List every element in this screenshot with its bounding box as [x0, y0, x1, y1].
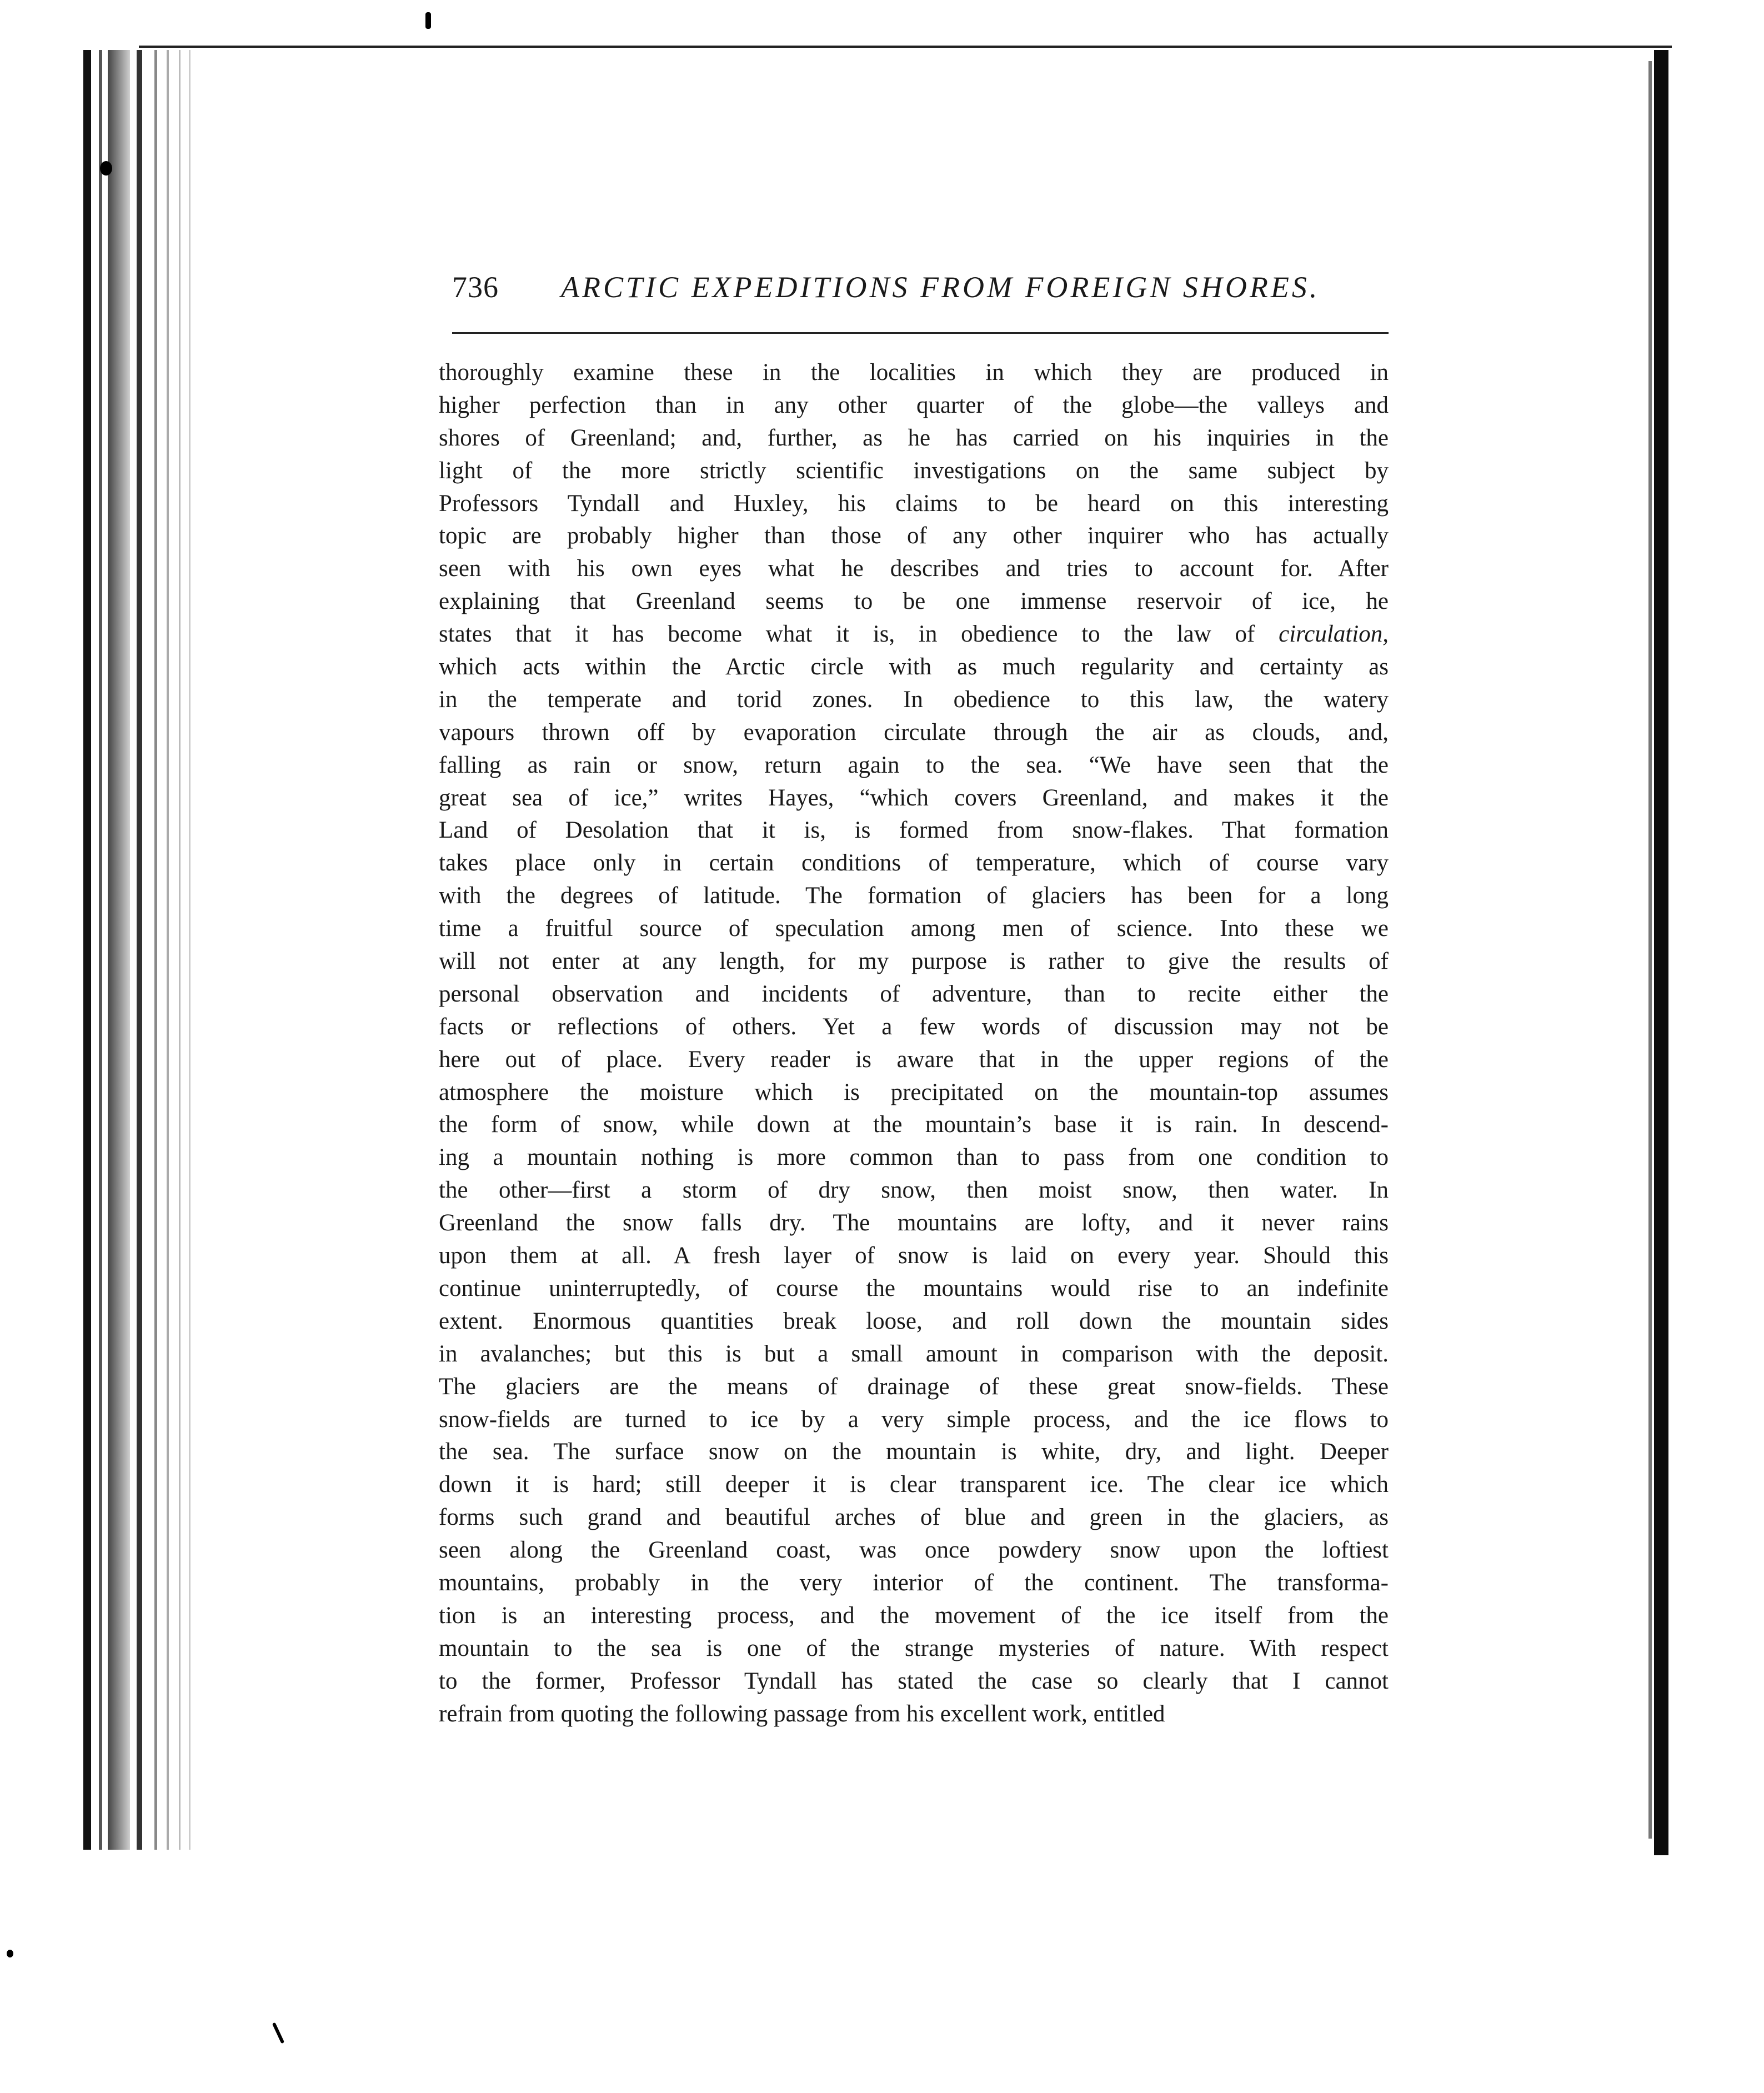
- text-line: snow-fields are turned to ice by a very simple process, and the ice flows to: [439, 1406, 1389, 1433]
- text-line: refrain from quoting the following passage from his excellent work, entitled: [439, 1700, 1165, 1727]
- text-line: mountain to the sea is one of the strange mysteries of nature. With respect: [439, 1635, 1389, 1661]
- text-line: The glaciers are the means of drainage of these great snow-fields. These: [439, 1373, 1389, 1400]
- text-line: the other—first a storm of dry snow, then moist snow, then water. In: [439, 1177, 1389, 1204]
- binding-line: [189, 50, 191, 1850]
- text-line: seen along the Greenland coast, was once powdery snow upon the loftiest: [439, 1537, 1389, 1564]
- text-line: continue uninterruptedly, of course the mountains would rise to an indefinite: [439, 1275, 1389, 1301]
- binding-shadow: [108, 50, 130, 1850]
- text-line: falling as rain or snow, return again to the sea. “We have seen that the: [439, 752, 1389, 778]
- text-line: upon them at all. A fresh layer of snow is laid on every year. Should this: [439, 1243, 1389, 1269]
- text-line: atmosphere the moisture which is precipitated on the mountain-top assumes: [439, 1079, 1389, 1105]
- scan-speck: [425, 12, 431, 29]
- text-line: Greenland the snow falls dry. The mountains are lofty, and it never rains: [439, 1210, 1389, 1236]
- book-page: [439, 267, 1389, 1727]
- text-line: personal observation and incidents of adventure, than to recite either the: [439, 980, 1389, 1007]
- scan-speck: [7, 1950, 13, 1957]
- text-line: here out of place. Every reader is aware that in the upper regions of the: [439, 1046, 1389, 1073]
- binding-line: [83, 50, 91, 1850]
- facing-page-edge: [1654, 50, 1668, 1855]
- header-rule: [452, 332, 1389, 334]
- page-number: 736: [452, 271, 499, 304]
- text-line: the sea. The surface snow on the mountain is white, dry, and light. Deeper: [439, 1439, 1389, 1465]
- binding-line: [167, 50, 169, 1850]
- book-binding-edge: [83, 50, 200, 1850]
- binding-line: [137, 50, 142, 1850]
- text-line: facts or reflections of others. Yet a few words of discussion may not be: [439, 1013, 1389, 1040]
- binding-line: [99, 50, 102, 1850]
- text-line: Professors Tyndall and Huxley, his claims to be heard on this interesting: [439, 490, 1389, 517]
- text-line: light of the more strictly scientific investigations on the same subject by: [439, 457, 1389, 484]
- scan-speck: [272, 2022, 284, 2044]
- text-line: explaining that Greenland seems to be one immense reservoir of ice, he: [439, 588, 1389, 615]
- text-line: to the former, Professor Tyndall has stated the case so clearly that I cannot: [439, 1668, 1389, 1694]
- text-line: in the temperate and torid zones. In obedience to this law, the watery: [439, 686, 1389, 713]
- binding-line: [154, 50, 157, 1850]
- text-line: down it is hard; still deeper it is clear transparent ice. The clear ice which: [439, 1471, 1389, 1498]
- book-top-edge: [139, 46, 1672, 48]
- body-text: [439, 357, 1389, 1730]
- text-line: time a fruitful source of speculation among men of science. Into these we: [439, 915, 1389, 942]
- text-line: in avalanches; but this is but a small amount in comparison with the deposit.: [439, 1340, 1389, 1367]
- text-line: higher perfection than in any other quarter of the globe—the valleys and: [439, 392, 1389, 418]
- running-head: ARCTIC EXPEDITIONS FROM FOREIGN SHORES.: [561, 271, 1320, 304]
- text-line: topic are probably higher than those of any other inquirer who has actually: [439, 523, 1389, 549]
- text-line: extent. Enormous quantities break loose, and roll down the mountain sides: [439, 1308, 1389, 1334]
- text-line: Land of Desolation that it is, is formed from snow-flakes. That formation: [439, 817, 1389, 844]
- facing-page-edge-shadow: [1648, 61, 1652, 1839]
- text-line: tion is an interesting process, and the movement of the ice itself from the: [439, 1602, 1389, 1629]
- text-line: will not enter at any length, for my purpose is rather to give the results of: [439, 948, 1389, 975]
- scan-speck: [100, 161, 112, 176]
- text-line: with the degrees of latitude. The formation of glaciers has been for a long: [439, 883, 1389, 909]
- italic-emphasis: circulation,: [1279, 621, 1389, 648]
- binding-line: [179, 50, 181, 1850]
- text-line: vapours thrown off by evaporation circulate through the air as clouds, and,: [439, 719, 1389, 745]
- text-line: ing a mountain nothing is more common than to pass from one condition to: [439, 1144, 1389, 1171]
- page-header: [439, 267, 1389, 317]
- text-line: which acts within the Arctic circle with as much regularity and certainty as: [439, 654, 1389, 680]
- text-line: forms such grand and beautiful arches of blue and green in the glaciers, as: [439, 1504, 1389, 1531]
- text-line: mountains, probably in the very interior of the continent. The transforma-: [439, 1569, 1389, 1596]
- text-line: takes place only in certain conditions of temperature, which of course vary: [439, 850, 1389, 877]
- text-line: states that it has become what it is, in obedience to the law of circulation,: [439, 621, 1389, 648]
- text-line: shores of Greenland; and, further, as he has carried on his inquiries in the: [439, 424, 1389, 451]
- text-line: thoroughly examine these in the localities in which they are produced in: [439, 359, 1389, 385]
- text-line: great sea of ice,” writes Hayes, “which covers Greenland, and makes it the: [439, 784, 1389, 811]
- text-line: seen with his own eyes what he describes and tries to account for. After: [439, 555, 1389, 582]
- text-line: the form of snow, while down at the mountain’s base it is rain. In descend-: [439, 1111, 1389, 1138]
